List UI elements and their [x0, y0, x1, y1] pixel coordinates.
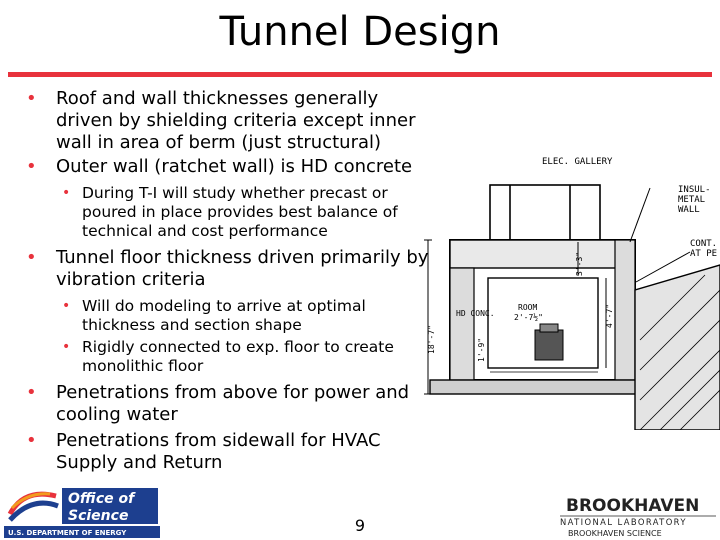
- bullet-item: [20, 430, 440, 474]
- bnl-title: BROOKHAVEN: [566, 496, 700, 516]
- bullet-item: [20, 382, 440, 426]
- sub-bullet-dot: •: [62, 339, 71, 355]
- drawing-dim-1-9: 1'-9": [477, 337, 486, 362]
- title-divider: [8, 72, 712, 77]
- bullet-item: [20, 156, 440, 178]
- sub-bullet-item: [20, 338, 440, 376]
- brookhaven-logo: [556, 494, 718, 540]
- sub-bullet-text: During T-I will study whether precast or poured in place provides best balance of technical and cost performance: [82, 184, 398, 240]
- office-text-2: Science: [68, 508, 129, 524]
- sub-bullet-dot: •: [62, 298, 71, 314]
- bullet-text: Roof and wall thicknesses generally driven by shielding criteria except inner wall in area of berm (just structural): [56, 88, 416, 153]
- berm: [635, 265, 720, 430]
- bullet-item: [20, 88, 440, 154]
- elec-gallery-box: [490, 185, 600, 240]
- bullet-list: [20, 88, 440, 476]
- office-text-1: Office of: [68, 491, 135, 507]
- bullet-text: Penetrations from sidewall for HVAC Supply and Return: [56, 430, 381, 473]
- drawing-label-room: ROOM: [518, 303, 538, 312]
- drawing-dim-4-7: 4'-7": [605, 303, 614, 328]
- bullet-text: Outer wall (ratchet wall) is HD concrete: [56, 156, 413, 177]
- doe-swirl-icon: [6, 488, 60, 524]
- slide-title: Tunnel Design: [219, 9, 501, 55]
- bullet-dot: •: [26, 88, 37, 109]
- bnl-small-text: BROOKHAVEN SCIENCE: [568, 529, 662, 538]
- bullet-text: Tunnel floor thickness driven primarily by vibration criteria: [56, 247, 429, 290]
- tunnel-section-drawing: [420, 140, 720, 430]
- drawing-label-metal: METAL: [678, 195, 706, 205]
- bnl-subtitle: NATIONAL LABORATORY: [560, 517, 687, 527]
- sub-bullet-item: [20, 184, 440, 241]
- bullet-item: [20, 247, 440, 291]
- sub-bullet-text: Rigidly connected to exp. floor to create monolithic floor: [82, 338, 394, 375]
- doe-text: U.S. DEPARTMENT OF ENERGY: [8, 529, 127, 537]
- drawing-label-wall: WALL: [678, 205, 700, 215]
- sub-bullet-text: Will do modeling to arrive at optimal thickness and section shape: [82, 297, 366, 334]
- bullet-dot: •: [26, 430, 37, 451]
- drawing-label-cont: CONT.: [690, 239, 718, 249]
- drawing-dim-18-7: 18'-7": [427, 325, 436, 354]
- drawing-label-hd-conc: HD CONC.: [456, 309, 495, 318]
- page-number: 9: [354, 516, 366, 535]
- drawing-label-room-dim: 2'-7½": [514, 313, 543, 322]
- bullet-dot: •: [26, 382, 37, 403]
- bullet-dot: •: [26, 247, 37, 268]
- drawing-dim-3-3: 3'-3": [575, 251, 584, 276]
- sub-bullet-dot: •: [62, 185, 71, 201]
- office-of-science-logo: [2, 484, 162, 540]
- tunnel-floor: [430, 380, 670, 394]
- drawing-label-elec-gallery: ELEC. GALLERY: [542, 157, 613, 167]
- drawing-label-at: AT PE: [690, 249, 718, 259]
- sub-bullet-item: [20, 297, 440, 335]
- drawing-label-insul: INSUL-: [678, 185, 711, 195]
- bullet-text: Penetrations from above for power and cooling water: [56, 382, 410, 425]
- bullet-dot: •: [26, 156, 37, 177]
